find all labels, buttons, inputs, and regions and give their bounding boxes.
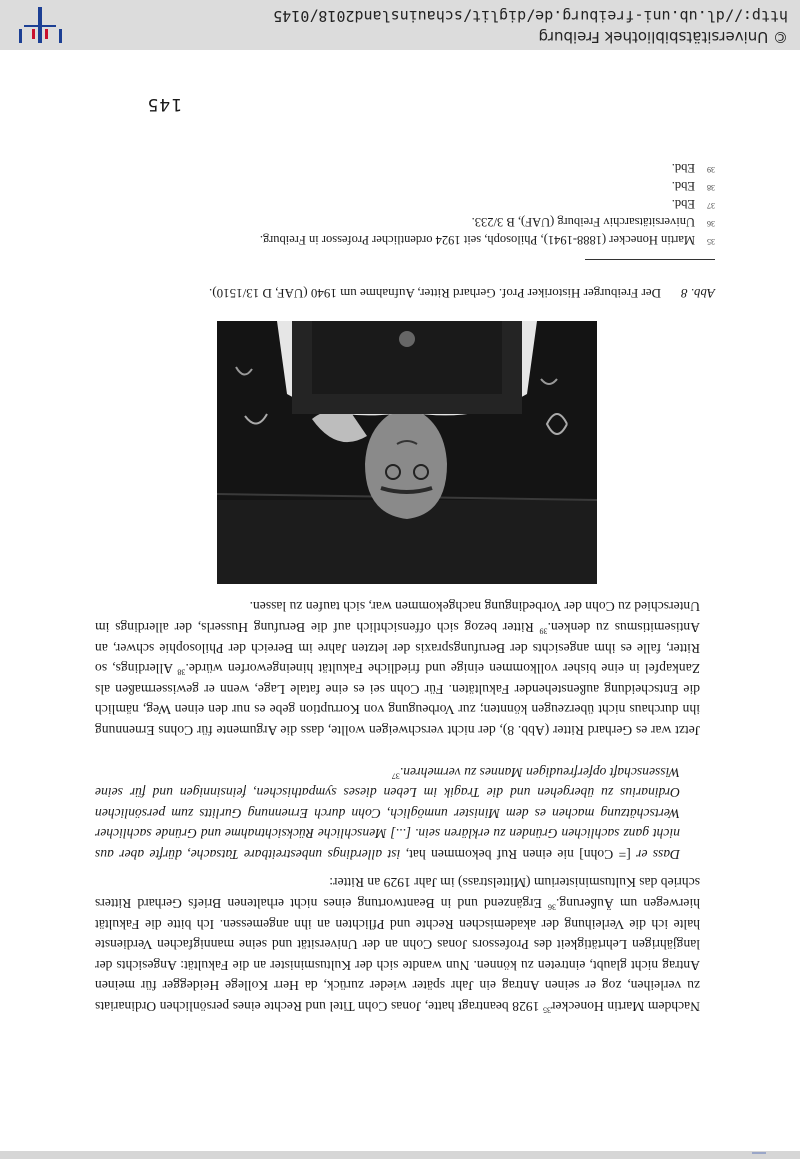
page-number: 145 <box>146 94 182 114</box>
copyright-notice: © Universitätsbibliothek Freiburg <box>538 28 788 46</box>
footnote-ref-36[interactable]: 36 <box>547 902 556 912</box>
block-quote: Dass er [= Cohn] nie einen Ruf bekommen hat, ist allerdings unbestreitbare Tatsache, dürfte aber aus nicht ganz sachlichen Gründen zu erklären sein. [...] Menschliche Rücksichtnahme und Gründe sachlicher Wertschätzung machen es dem Minister unmöglich, Cohn durch Ernennung Gurlitts zum persönlichen Ordinarius zu übergehen und die Tragik im Leben dieses sympathischen, feinsinnigen und für seine Wissenschaft opferfreudigen Mannes zu vermehren.$^{37}$ <box>95 764 680 862</box>
paragraph-1: Nachdem Martin Honecker$^{35}$ 1928 beantragt hatte, Jonas Cohn Titel und Rechte eines persönlichen Ordinariats zu verleihen, zog er seinen Antrag ein Jahr später wieder zurück, da Herr Kollege Heidegger für meinen Antrag nicht glaubt, eintreten zu können. Nun wandte sich der Kultusminister an die Fakultät: Angesichts der langjährigen Lehrtätigkeit des Professors Jonas Cohn an der Universität und seine mannigfachen Verdienste halte ich die Verleihung der akademischen Rechte und Pflichten an ihn angemessen. Ich bitte die Fakultät hierwegen um Äußerung.$^{36}$ Ergänzend und in Beantwortung eines nicht erhaltenen Briefs Gerhard Ritters schrieb das Kultusministerium (Mittelstrass) im Jahr 1929 an Ritter: <box>95 875 700 1015</box>
figure-label: Abb. 8 <box>681 286 715 301</box>
portrait-photo-image <box>217 321 597 584</box>
university-logo-icon[interactable] <box>14 5 66 45</box>
figure-caption <box>209 285 715 301</box>
footnote-38: 38Ebd. <box>671 179 715 193</box>
footnote-37: 37Ebd. <box>671 197 715 211</box>
scroll-indicator[interactable] <box>752 1152 766 1154</box>
footnote-ref-37[interactable]: 37 <box>391 771 400 781</box>
footnote-ref-35[interactable]: 35 <box>542 1005 551 1015</box>
footnote-separator <box>585 259 715 260</box>
viewer-bottom-strip <box>0 1151 800 1159</box>
library-header-band <box>0 0 800 50</box>
footnote-ref-38[interactable]: 38 <box>177 667 186 677</box>
footnote-36: 36Universitätsarchiv Freiburg (UAF), B 3/233. <box>471 215 715 229</box>
paragraph-2: Jetzt war es Gerhard Ritter (Abb. 8), der nicht verschweigen wollte, dass die Argumente für Cohns Ernennung ihn durchaus nicht überzeugen könnten; zur Vorbeugung von Korruption gebe es nur den einen Weg, nämlich die Entscheidung außenstehender Fakultäten. Für Cohn sei es eine fatale Lage, wenn er gewissermaßen als Zankapfel in eine bisher vollkommen einige und friedliche Fakultät hineingeworfen würde.$^{38}$ Allerdings, so Ritter, falle es ihm angesichts der Berufungspraxis der letzten Jahre im Bereich der Philosophie schwer, an Antisemitismus zu denken.$^{39}$ Ritter bezog sich offensichtlich auf die Berufung Husserls, der allerdings im Unterschied zu Cohn der Vorbedingung nachgekommen war, sich taufen zu lassen. <box>94 599 700 738</box>
permalink-url[interactable]: http://dl.ub.uni-freiburg.de/diglit/schauinsland2018/0145 <box>273 7 788 25</box>
footnote-ref-39[interactable]: 39 <box>539 626 548 636</box>
portrait-photo <box>217 321 597 584</box>
figure-caption-text: Der Freiburger Historiker Prof. Gerhard Ritter, Aufnahme um 1940 (UAF, D 13/1510). <box>209 286 662 301</box>
footnote-35: 35Martin Honecker (1888-1941), Philosoph, seit 1924 ordentlicher Professor in Freiburg. <box>259 233 715 247</box>
footnote-39: 39Ebd. <box>671 161 715 175</box>
